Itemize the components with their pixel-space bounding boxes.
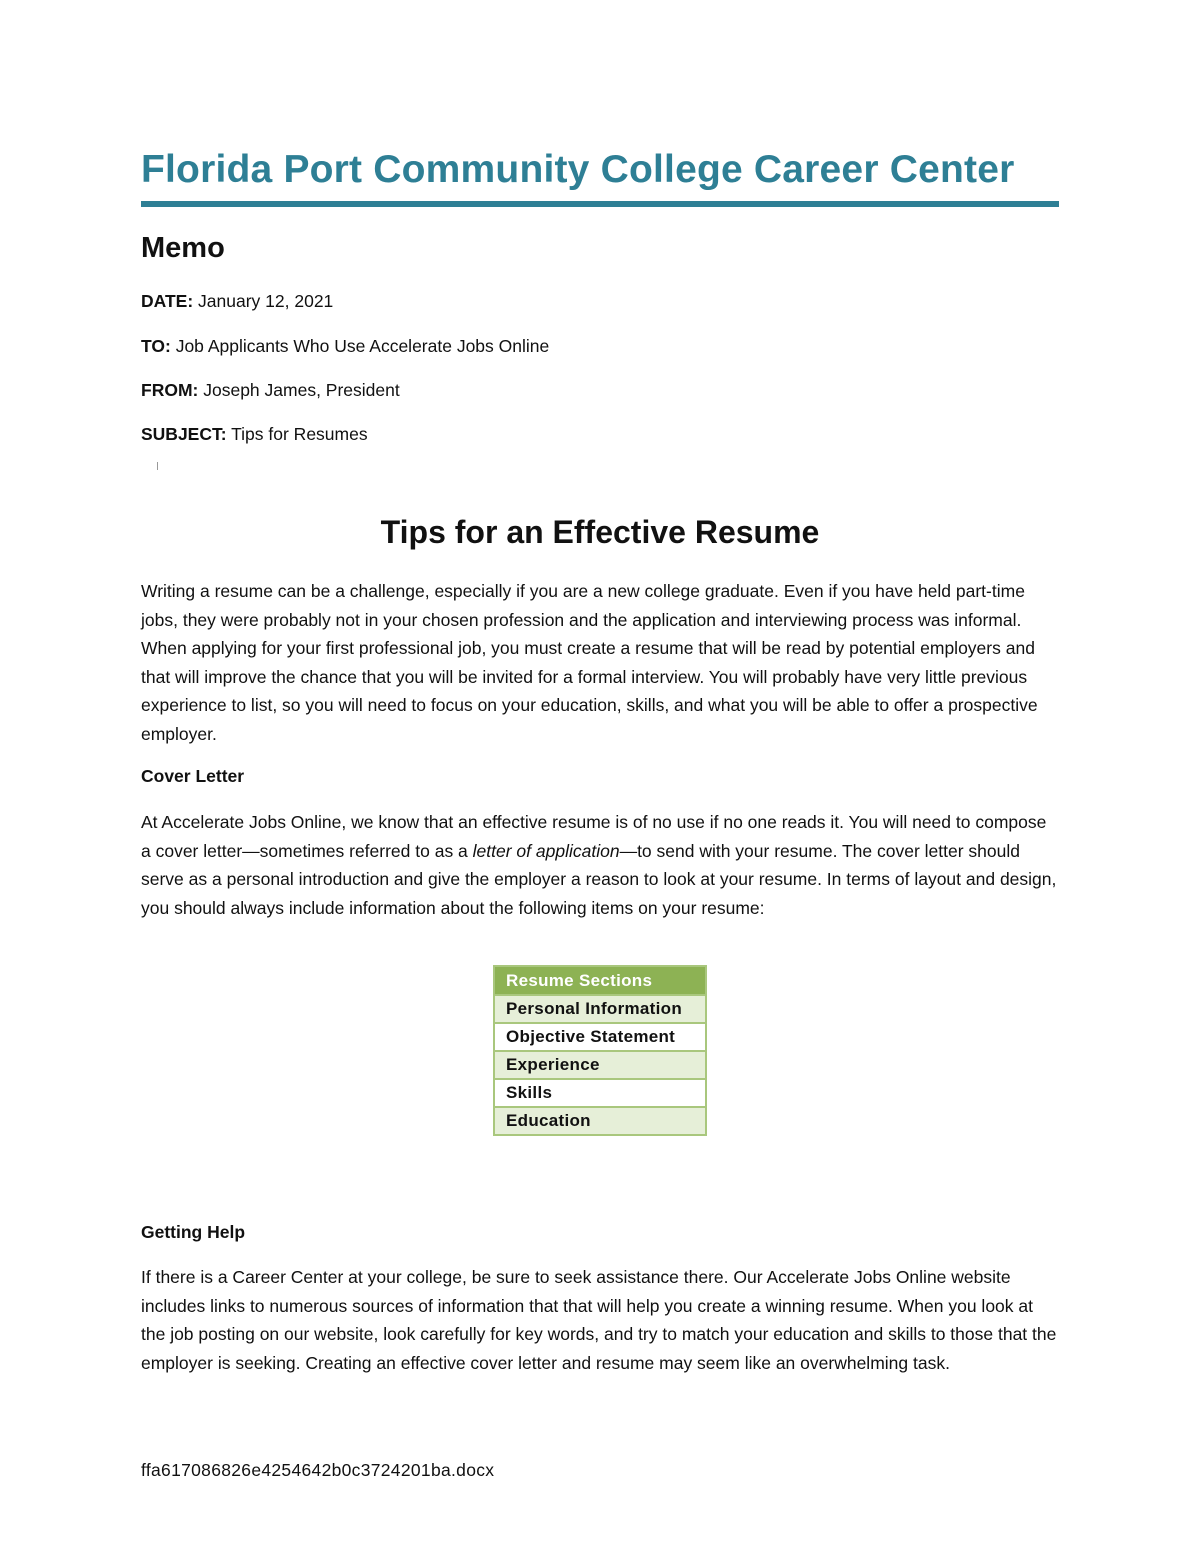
memo-date-label: DATE: xyxy=(141,291,194,311)
cover-letter-italic: letter of application xyxy=(472,840,620,861)
table-cell: Experience xyxy=(494,1051,706,1079)
table-cell: Personal Information xyxy=(494,995,706,1023)
memo-heading: Memo xyxy=(141,232,225,264)
cover-letter-heading: Cover Letter xyxy=(141,766,245,786)
title-underline xyxy=(141,201,1059,207)
table-row xyxy=(494,1107,706,1135)
memo-subject-label: SUBJECT: xyxy=(141,424,227,444)
table-cell: Objective Statement xyxy=(494,1023,706,1051)
memo-to-label: TO: xyxy=(141,336,171,356)
cover-letter-paragraph xyxy=(141,808,1057,922)
footer-filename: ffa617086826e4254642b0c3724201ba.docx xyxy=(141,1460,495,1480)
memo-from-value: Joseph James, President xyxy=(203,380,400,400)
cover-letter-text-1: At Accelerate Jobs Online, we know that an effective resume is of no use if no one reads it. You will need to compose a cover letter—sometimes referred to as a xyxy=(141,812,1047,861)
getting-help-heading: Getting Help xyxy=(141,1222,246,1242)
table-row xyxy=(494,1079,706,1107)
table-cell: Skills xyxy=(494,1079,706,1107)
memo-to-value: Job Applicants Who Use Accelerate Jobs Online xyxy=(175,336,550,356)
memo-from-line xyxy=(141,380,400,401)
memo-from-label: FROM: xyxy=(141,380,199,400)
intro-paragraph: Writing a resume can be a challenge, especially if you are a new college graduate. Even if you have held part-time jobs, they were probably not in your chosen profession and the application and interviewing process was informal. When applying for your first professional job, you must create a resume that will be read by potential employers and that will improve the chance that you will be invited for a formal interview. You will probably have very little previous experience to list, so you will need to focus on your education, skills, and what you will be able to offer a prospective employer. xyxy=(141,581,1038,744)
memo-subject-value: Tips for Resumes xyxy=(231,424,368,444)
memo-subject-line xyxy=(141,424,368,445)
document-title: Tips for an Effective Resume xyxy=(380,514,820,550)
memo-date-value: January 12, 2021 xyxy=(198,291,334,311)
resume-sections-table xyxy=(493,965,707,1136)
memo-date-line xyxy=(141,291,333,312)
table-row xyxy=(494,1051,706,1079)
memo-to-line xyxy=(141,336,549,357)
table-row xyxy=(494,1023,706,1051)
organization-title: Florida Port Community College Career Center xyxy=(141,148,1015,191)
table-row xyxy=(494,995,706,1023)
table-header: Resume Sections xyxy=(494,966,706,995)
table-cell: Education xyxy=(494,1107,706,1135)
cover-letter-text-2: —to send with your resume. The cover letter should serve as a personal introduction and give the employer a reason to look at your resume. In terms of layout and design, you should always include information about the following items on your resume: xyxy=(141,840,1057,918)
getting-help-paragraph: If there is a Career Center at your college, be sure to seek assistance there. Our Accelerate Jobs Online website includes links to numerous sources of information that that will help you create a winning resume. When you look at the job posting on our website, look carefully for key words, and try to match your education and skills to those that the employer is seeking. Creating an effective cover letter and resume may seem like an overwhelming task. xyxy=(141,1267,1057,1373)
paragraph-mark xyxy=(157,462,158,470)
